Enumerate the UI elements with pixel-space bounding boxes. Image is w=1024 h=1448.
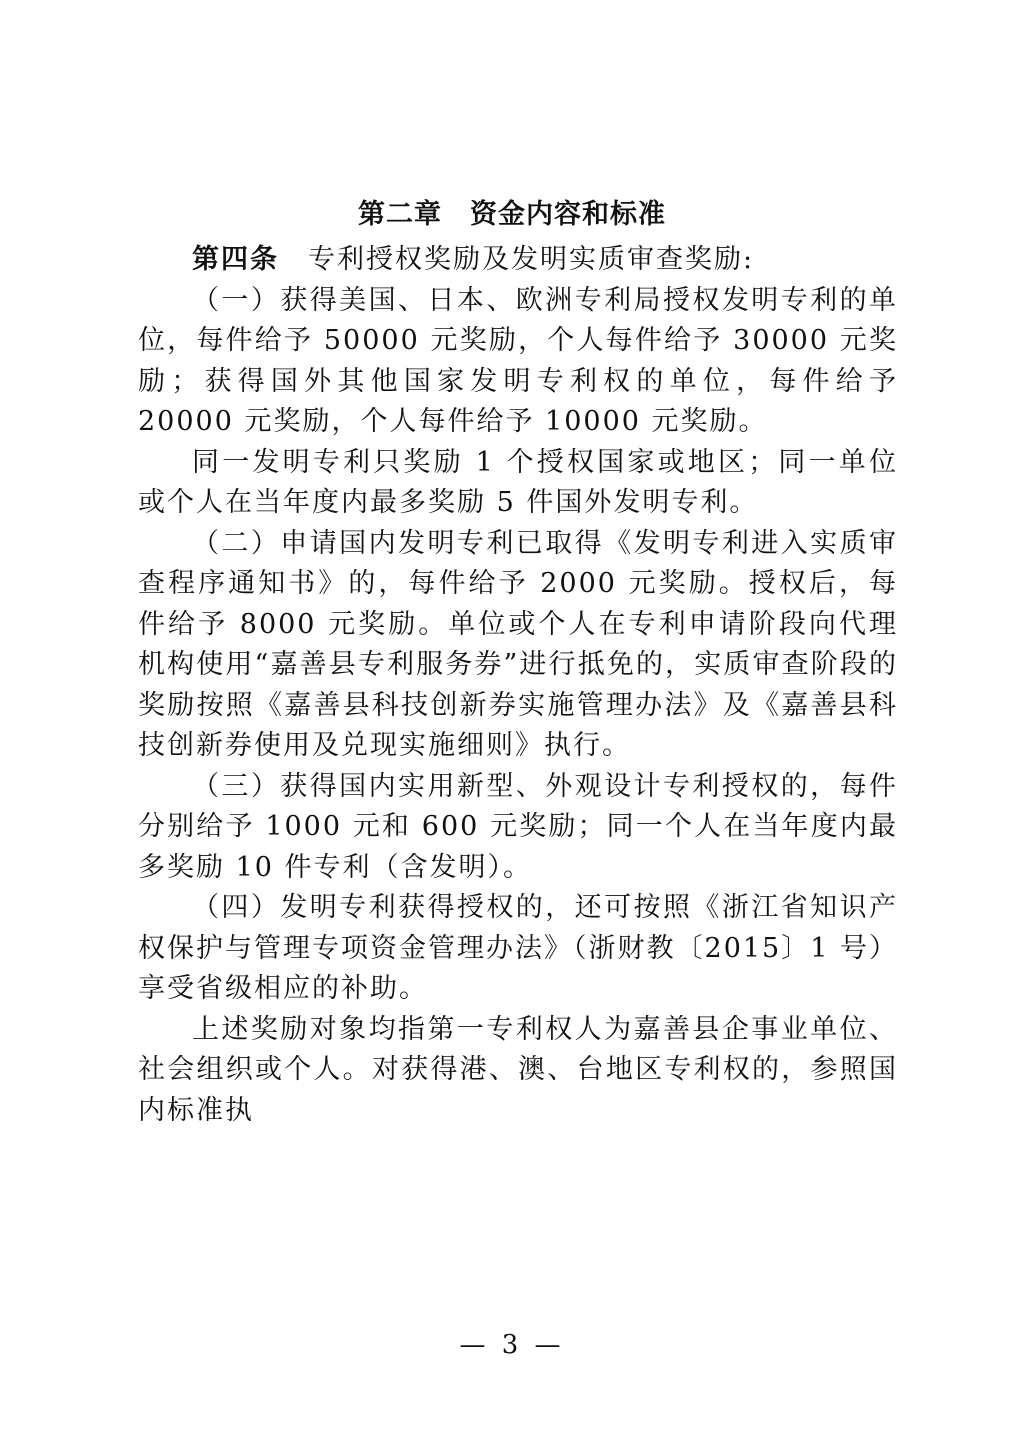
paragraph-item-3: （三）获得国内实用新型、外观设计专利授权的，每件分别给予 1000 元和 600 元奖励；同一个人在当年度内最多奖励 10 件专利（含发明）。 (138, 770, 898, 883)
paragraph-item-4: （四）发明专利获得授权的，还可按照《浙江省知识产权保护与管理专项资金管理办法》（浙财教〔2015〕1 号）享受省级相应的补助。 (138, 892, 898, 1004)
paragraph-scope: 上述奖励对象均指第一专利权人为嘉善县企事业单位、社会组织或个人。对获得港、澳、台地区专利权的，参照国内标准执 (138, 1013, 898, 1126)
article-heading-paragraph (138, 240, 898, 281)
paragraph-item-2: （二）申请国内发明专利已取得《发明专利进入实质审查程序通知书》的，每件给予 2000 元奖励。授权后，每件给予 8000 元奖励。单位或个人在专利申请阶段向代理机构使用“嘉善县专利服务券”进行抵免的，实质审查阶段的奖励按照《嘉善县科技创新券实施管理办法》及《嘉善县科技创新券使用及兑现实施细则》执行。 (138, 527, 898, 761)
paragraph-item-1: （一）获得美国、日本、欧洲专利局授权发明专利的单位，每件给予 50000 元奖励，个人每件给予 30000 元奖励；获得国外其他国家发明专利权的单位，每件给予 20000 元奖励，个人每件给予 10000 元奖励。 (138, 284, 898, 437)
paragraph-item-1-note: 同一发明专利只奖励 1 个授权国家或地区；同一单位或个人在当年度内最多奖励 5 件国外发明专利。 (138, 446, 898, 518)
page-number: — 3 — (459, 1330, 565, 1360)
document-body (138, 240, 898, 1131)
article-label: 第四条 (192, 244, 279, 275)
chapter-title: 第二章 资金内容和标准 (358, 199, 666, 230)
article-heading: 专利授权奖励及发明实质审查奖励: (279, 244, 755, 275)
